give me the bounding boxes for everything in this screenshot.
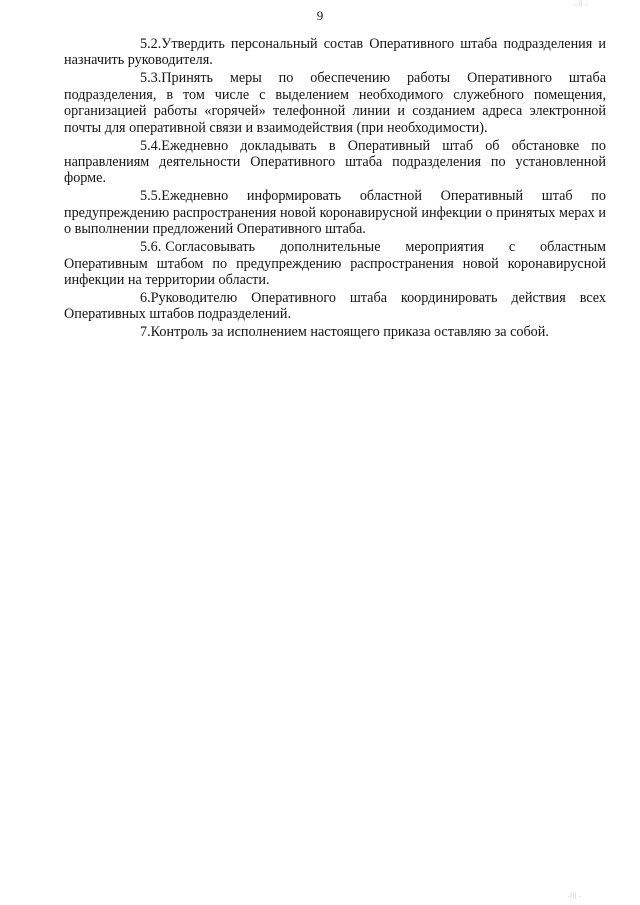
paragraph-number: 5.2. <box>140 36 162 52</box>
paragraph-number: 5.3. <box>140 70 162 87</box>
paragraph-text: Ежедневно информировать областной Оперативный штаб по предупреждению распространения новой коронавирусной инфекции о принятых мерах и о выполнении предложений Оперативного штаба. <box>64 188 606 238</box>
scan-mark-bottom: .||| . <box>567 893 582 899</box>
paragraph-5-4 <box>64 138 606 187</box>
page-number: 9 <box>316 8 324 23</box>
paragraph-number: 7. <box>140 324 151 341</box>
scan-mark-top: ..|| . <box>573 1 588 7</box>
paragraph-number: 6. <box>140 290 151 307</box>
document-body <box>64 36 606 342</box>
paragraph-7 <box>64 324 606 340</box>
paragraph-text: Принять меры по обеспечению работы Оперативного штаба подразделения, в том числе с выделением необходимого служебного помещения, организацией работы «горячей» телефонной линии и созданием адреса электронной почты для оперативной связи и взаимодействия (при необходимости). <box>64 70 606 136</box>
paragraph-text: Ежедневно докладывать в Оперативный штаб об обстановке по направлениям деятельности Оперативного штаба подразделения по установленной форме. <box>64 137 606 187</box>
paragraph-6 <box>64 290 606 323</box>
paragraph-text: Контроль за исполнением настоящего приказа оставляю за собой. <box>150 324 549 341</box>
paragraph-5-3 <box>64 70 606 136</box>
paragraph-number: 5.6. <box>140 239 162 256</box>
paragraph-text: Утвердить персональный состав Оперативного штаба подразделения и назначить руководителя. <box>64 36 606 69</box>
paragraph-5-6 <box>64 239 606 288</box>
paragraph-text: Руководителю Оперативного штаба координировать действия всех Оперативных штабов подразделений. <box>64 290 606 323</box>
paragraph-5-2 <box>64 36 606 69</box>
paragraph-number: 5.4. <box>140 137 162 154</box>
paragraph-number: 5.5. <box>140 188 162 205</box>
paragraph-text: Согласовывать дополнительные мероприятия с областным Оперативным штабом по предупреждению распространения новой коронавирусной инфекции на территории области. <box>64 239 606 289</box>
paragraph-5-5 <box>64 188 606 237</box>
